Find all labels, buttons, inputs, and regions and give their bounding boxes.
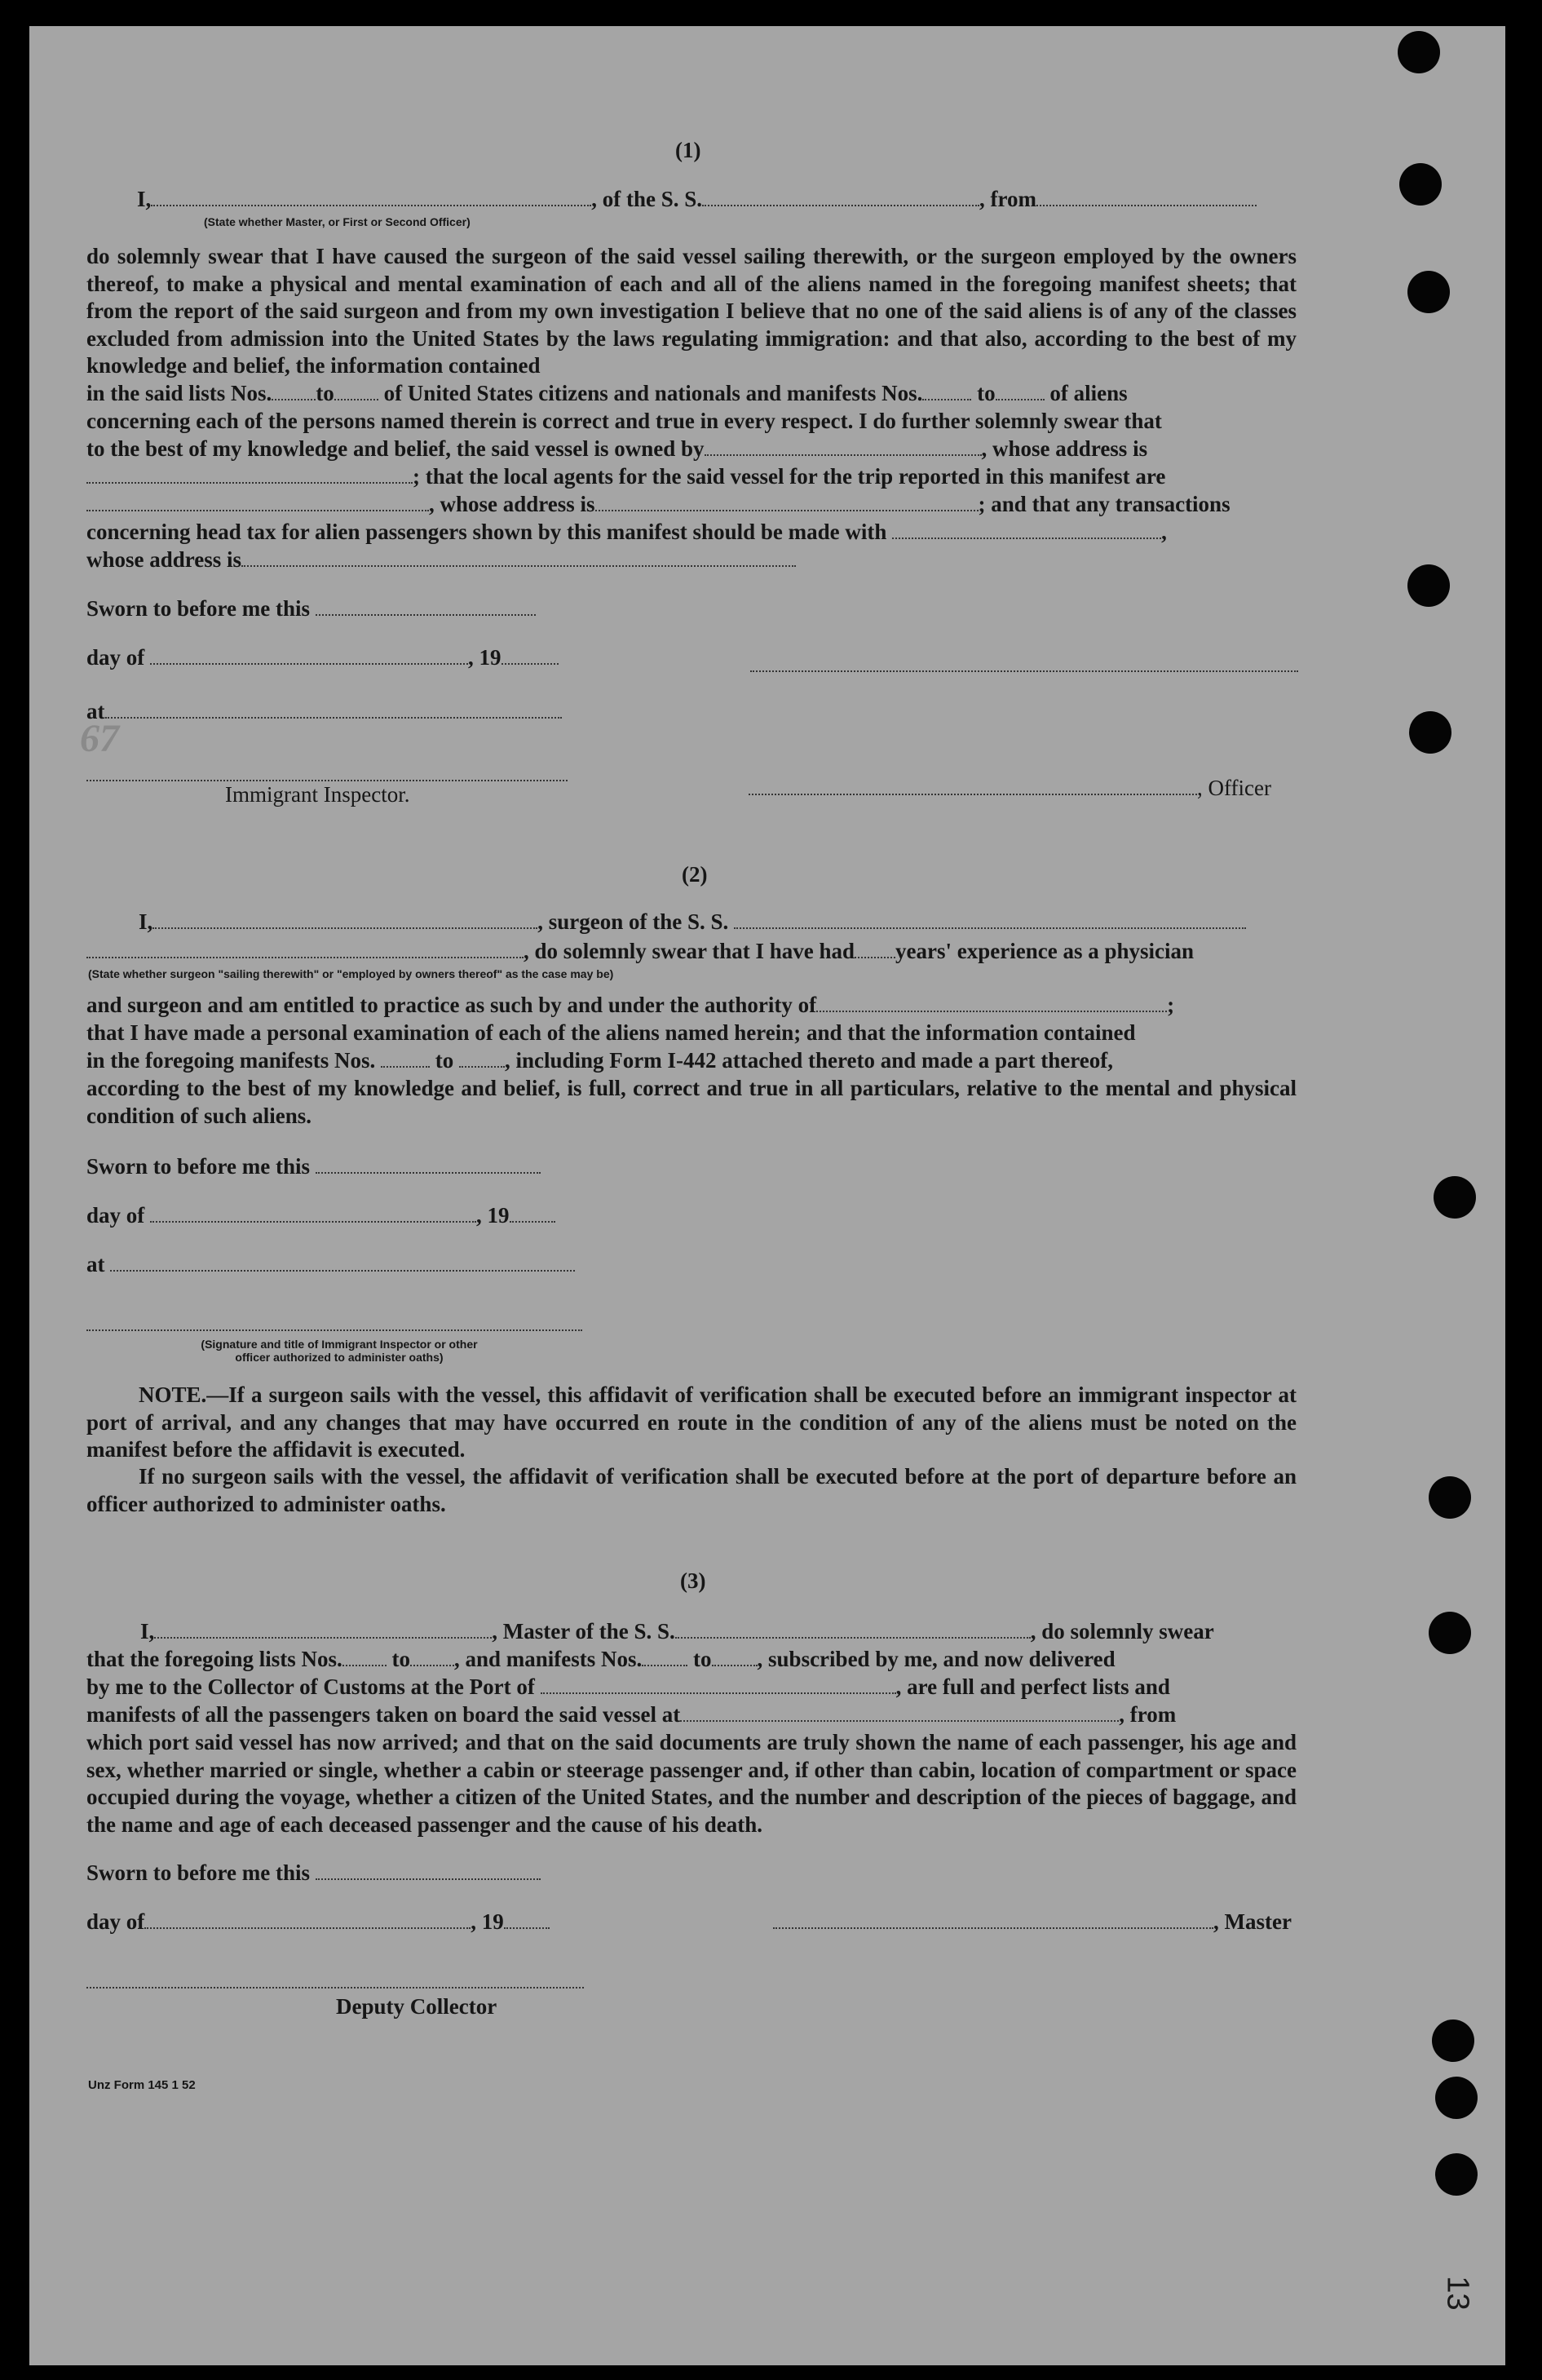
of-ss-label: , of the S. S.	[591, 187, 703, 211]
section-2-manifests-line	[86, 1047, 1113, 1074]
comma: ,	[1161, 520, 1167, 544]
full-lists-label: , are full and perfect lists and	[895, 1674, 1170, 1699]
year-field[interactable]	[501, 647, 559, 665]
years-field[interactable]	[855, 940, 895, 958]
head-tax-label: concerning head tax for alien passengers shown by this manifest should be made with	[86, 520, 887, 544]
surgeon-note-paragraph: NOTE.—If a surgeon sails with the vessel, this affidavit of verification shall be executed before an immigrant inspector at port of arrival, and any changes that may have occurred en route in the condition of any of the aliens must be noted on the manifest before the affidavit is executed.	[86, 1382, 1297, 1462]
years-experience-label: years' experience as a physician	[895, 939, 1195, 963]
month-field[interactable]	[150, 647, 468, 665]
section-1-lists-line	[86, 380, 1128, 407]
i-label: I,	[137, 187, 152, 211]
local-agents-label: ; that the local agents for the said vessel for the trip reported in this manifest are	[413, 464, 1166, 489]
whose-address-label: , whose address is	[429, 492, 595, 516]
manifests-to-field[interactable]	[996, 383, 1045, 400]
manifests-from-field[interactable]	[381, 1050, 430, 1068]
punch-hole-icon	[1435, 2153, 1478, 2196]
vessel-name-field[interactable]	[734, 911, 1246, 929]
section-1-oath-text: do solemnly swear that I have caused the surgeon of the said vessel sailing therewith, or the surgeon employed by the owners thereof, to make a physical and mental examination of each and all of the aliens named in the foregoing manifest sheets; that from the report of the said surgeon and from my own investigation I believe that no one of the said aliens is of any of the classes excluded from admission into the United States by the laws regulating immigration: and that also, according to the best of my knowledge and belief, the information contained	[86, 244, 1297, 378]
day-of-label: day of	[86, 645, 145, 670]
manifests-label: , and manifests Nos.	[454, 1647, 643, 1671]
subscribed-label: , subscribed by me, and now delivered	[757, 1647, 1116, 1671]
section-1-head-tax-line	[86, 519, 1167, 546]
manifests-to-field[interactable]	[712, 1648, 758, 1666]
to-label: to	[693, 1647, 712, 1671]
do-swear-label: , do solemnly swear	[1030, 1619, 1214, 1643]
lists-label: in the said lists Nos.	[86, 381, 272, 405]
place-field[interactable]	[110, 1254, 575, 1272]
punch-hole-icon	[1409, 711, 1451, 754]
sworn-label: Sworn to before me this	[86, 596, 310, 621]
owned-by-label: to the best of my knowledge and belief, the said vessel is owned by	[86, 436, 705, 461]
i-label: I,	[140, 1619, 155, 1643]
month-field[interactable]	[150, 1205, 476, 1223]
signature-note	[144, 1338, 535, 1364]
sworn-day-field[interactable]	[316, 598, 536, 616]
punch-hole-icon	[1398, 31, 1440, 73]
authority-field[interactable]	[816, 994, 1167, 1012]
signature-note-line-2: officer authorized to administer oaths)	[235, 1351, 444, 1364]
punch-hole-icon	[1407, 564, 1450, 607]
at-label: at	[86, 699, 105, 723]
section-1-address-line	[86, 546, 796, 573]
section-1-agent-address-line	[86, 491, 1231, 518]
surgeon-name-field[interactable]	[152, 911, 537, 929]
officer-name-field[interactable]	[151, 188, 591, 206]
master-name-field[interactable]	[154, 1621, 492, 1639]
manifests-from-field[interactable]	[922, 383, 971, 400]
citizens-manifests-label: of United States citizens and nationals and manifests Nos.	[383, 381, 923, 405]
section-1-intro-line	[137, 186, 1257, 213]
agents-field[interactable]	[86, 493, 429, 511]
vessel-name-field[interactable]	[702, 188, 979, 206]
manifests-to-field[interactable]	[459, 1050, 505, 1068]
master-of-label: , Master of the S. S.	[492, 1619, 675, 1643]
section-2-intro-line	[139, 909, 1246, 936]
section-1-agents-line	[86, 463, 1165, 490]
section-2-examination-line: that I have made a personal examination of each of the aliens named herein; and that the information contained	[86, 1020, 1136, 1045]
section-3-number: (3)	[680, 1568, 706, 1593]
from-port-field[interactable]	[1036, 188, 1257, 206]
section-2-authority-line	[86, 992, 1174, 1019]
vessel-name-field[interactable]	[675, 1621, 1031, 1639]
owner-address-field[interactable]	[86, 466, 413, 484]
section-2-condition-text: according to the best of my knowledge and belief, is full, correct and true in all particulars, relative to the mental and physical condition of such aliens.	[86, 1076, 1297, 1128]
sworn-day-field[interactable]	[316, 1156, 541, 1174]
section-1-owned-line	[86, 436, 1147, 462]
section-2-number: (2)	[682, 862, 708, 887]
section-2-sworn-line	[86, 1153, 541, 1180]
owner-field[interactable]	[705, 438, 982, 456]
section-3-body-text: which port said vessel has now arrived; and that on the said documents are truly shown the name of each passenger, his age and sex, whether married or single, whether a cabin or steerage passenger and, if other than cabin, location of compartment or space occupied during the voyage, whether a citizen of the United States, and the number and description of the pieces of baggage, and the name and age of each deceased passenger and the cause of his death.	[86, 1730, 1297, 1837]
inspector-label: Immigrant Inspector.	[225, 782, 410, 807]
whose-address-label: , whose address is	[981, 436, 1148, 461]
section-3-day-line	[86, 1909, 550, 1935]
faint-stamp-number: 67	[80, 717, 119, 760]
semicolon: ;	[1167, 993, 1175, 1017]
section-2-experience-line	[86, 938, 1194, 965]
authority-label: and surgeon and am entitled to practice as such by and under the authority of	[86, 993, 817, 1017]
deputy-signature-line[interactable]	[86, 1987, 584, 1988]
state-officer-note: (State whether Master, or First or Second Officer)	[204, 215, 471, 228]
section-1-day-line	[86, 644, 559, 671]
from-label: , from	[1119, 1702, 1177, 1727]
form-i442-label: , including Form I-442 attached thereto and made a part thereof,	[505, 1048, 1113, 1073]
punch-hole-icon	[1434, 1176, 1476, 1219]
transactions-label: ; and that any transactions	[978, 492, 1231, 516]
place-field[interactable]	[105, 701, 562, 719]
officer-title-field[interactable]	[749, 777, 1197, 795]
punch-hole-icon	[1435, 2077, 1478, 2119]
master-signature-line	[773, 1909, 1292, 1935]
punch-hole-icon	[1429, 1476, 1471, 1519]
sworn-label: Sworn to before me this	[86, 1860, 310, 1885]
section-1-sworn-line	[86, 595, 536, 622]
year-field[interactable]	[510, 1205, 555, 1223]
of-aliens-label: of aliens	[1049, 381, 1128, 405]
surgeon-of-label: , surgeon of the S. S.	[537, 909, 729, 934]
sworn-label: Sworn to before me this	[86, 1154, 310, 1179]
section-3-sworn-line	[86, 1860, 541, 1887]
officer-line	[749, 775, 1271, 802]
deputy-collector-label: Deputy Collector	[336, 1994, 497, 2019]
day-of-label: day of	[86, 1203, 145, 1228]
form-identifier: Unz Form 145 1 52	[88, 2078, 196, 2092]
boarding-port-field[interactable]	[680, 1704, 1119, 1722]
section-1-at-line	[86, 698, 562, 725]
surgeon-status-field[interactable]	[86, 940, 524, 958]
sworn-day-field[interactable]	[316, 1862, 541, 1880]
year-field[interactable]	[504, 1911, 550, 1929]
inspector-signature-line[interactable]	[86, 1329, 582, 1331]
no-surgeon-note-paragraph: If no surgeon sails with the vessel, the affidavit of verification shall be executed before at the port of departure before an officer authorized to administer oaths.	[86, 1464, 1297, 1516]
year-label: , 19	[476, 1203, 510, 1228]
lists-label: that the foregoing lists Nos.	[86, 1647, 342, 1671]
section-2-at-line	[86, 1251, 575, 1278]
punch-hole-icon	[1399, 163, 1442, 206]
punch-hole-icon	[1429, 1612, 1471, 1654]
master-label: , Master	[1213, 1909, 1292, 1934]
port-field[interactable]	[541, 1676, 896, 1694]
lists-to-field[interactable]	[410, 1648, 454, 1666]
surgeon-status-note: (State whether surgeon "sailing therewith" or "employed by owners thereof" as the case may be)	[88, 967, 614, 980]
section-3-intro-line	[140, 1618, 1214, 1645]
from-label: , from	[979, 187, 1037, 211]
at-label: at	[86, 1252, 105, 1276]
year-label: , 19	[468, 645, 501, 670]
day-of-label: day of	[86, 1909, 145, 1934]
section-1-correct-line: concerning each of the persons named therein is correct and true in every respect. I do further solemnly swear that	[86, 409, 1162, 433]
agent-address-field[interactable]	[595, 493, 979, 511]
punch-hole-icon	[1432, 2019, 1474, 2062]
lists-to-field[interactable]	[334, 383, 378, 400]
head-tax-party-field[interactable]	[892, 521, 1161, 539]
year-label: , 19	[471, 1909, 504, 1934]
section-3-boarded-line	[86, 1701, 1176, 1728]
signature-note-line-1: (Signature and title of Immigrant Inspector or other	[201, 1338, 478, 1351]
section-1-number: (1)	[675, 138, 701, 162]
do-swear-label: , do solemnly swear that I have had	[524, 939, 855, 963]
page-number: 13	[1440, 2276, 1475, 2311]
head-tax-address-field[interactable]	[241, 549, 796, 567]
to-label: to	[435, 1048, 454, 1073]
manifests-label: in the foregoing manifests Nos.	[86, 1048, 376, 1073]
section-3-lists-line	[86, 1646, 1116, 1673]
i-label: I,	[139, 909, 153, 934]
manifests-from-field[interactable]	[642, 1648, 687, 1666]
master-signature-field[interactable]	[773, 1911, 1213, 1929]
to-label: to	[977, 381, 996, 405]
month-field[interactable]	[144, 1911, 471, 1929]
lists-from-field[interactable]	[342, 1648, 387, 1666]
whose-address-label: whose address is	[86, 547, 242, 572]
officer-signature-line[interactable]	[750, 670, 1298, 672]
boarded-label: manifests of all the passengers taken on board the said vessel at	[86, 1702, 681, 1727]
to-label: to	[316, 381, 334, 405]
to-label: to	[391, 1647, 410, 1671]
section-2-day-line	[86, 1202, 555, 1229]
officer-label: , Officer	[1197, 776, 1271, 800]
section-3-collector-line	[86, 1674, 1170, 1701]
lists-from-field[interactable]	[272, 383, 316, 400]
punch-hole-icon	[1407, 271, 1450, 313]
collector-label: by me to the Collector of Customs at the Port of	[86, 1674, 535, 1699]
